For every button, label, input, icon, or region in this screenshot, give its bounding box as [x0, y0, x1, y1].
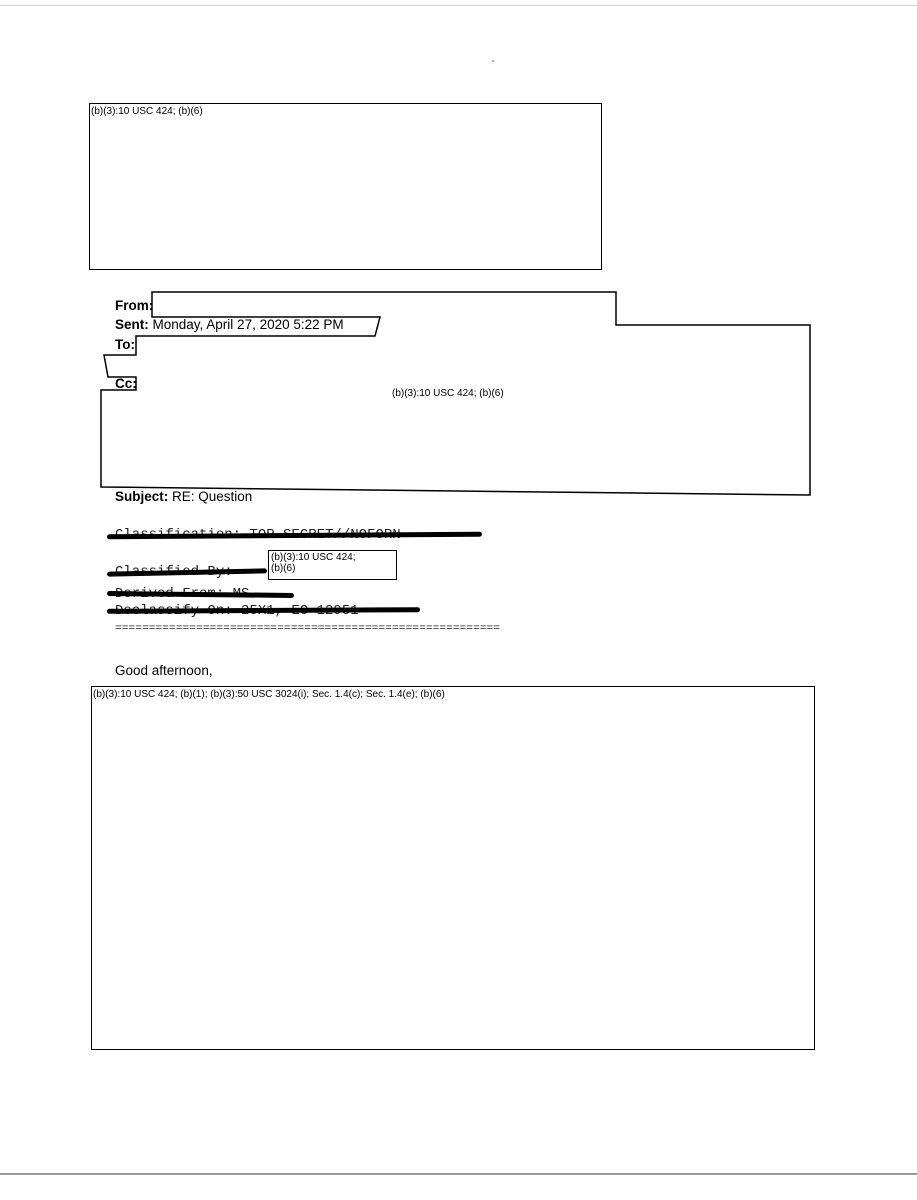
sent-label: Sent: — [115, 317, 149, 332]
page-bottom-edge — [0, 1173, 917, 1175]
greeting-text: Good afternoon, — [115, 663, 213, 678]
from-label: From: — [115, 298, 154, 313]
redaction-outline-header — [0, 0, 917, 520]
subject-line — [115, 489, 252, 505]
subject-label: Subject: — [115, 489, 169, 504]
subject-value: RE: Question — [172, 489, 253, 504]
redaction-code-header: (b)(3):10 USC 424; (b)(6) — [392, 388, 504, 399]
separator-line: ========================================================= — [115, 623, 501, 635]
strike-declassify-on — [107, 607, 420, 614]
redaction-code-classified-by: (b)(3):10 USC 424; (b)(6) — [271, 552, 356, 574]
cc-label: Cc: — [115, 376, 137, 391]
redaction-box-body — [91, 686, 815, 1050]
redaction-code-top: (b)(3):10 USC 424; (b)(6) — [91, 106, 203, 117]
redaction-code-body: (b)(3):10 USC 424; (b)(1); (b)(3):50 USC 3024(i); Sec. 1.4(c); Sec. 1.4(e); (b)(6) — [93, 689, 445, 700]
to-label: To: — [115, 337, 135, 352]
sent-value: Monday, April 27, 2020 5:22 PM — [152, 317, 344, 332]
sent-line — [115, 317, 344, 333]
